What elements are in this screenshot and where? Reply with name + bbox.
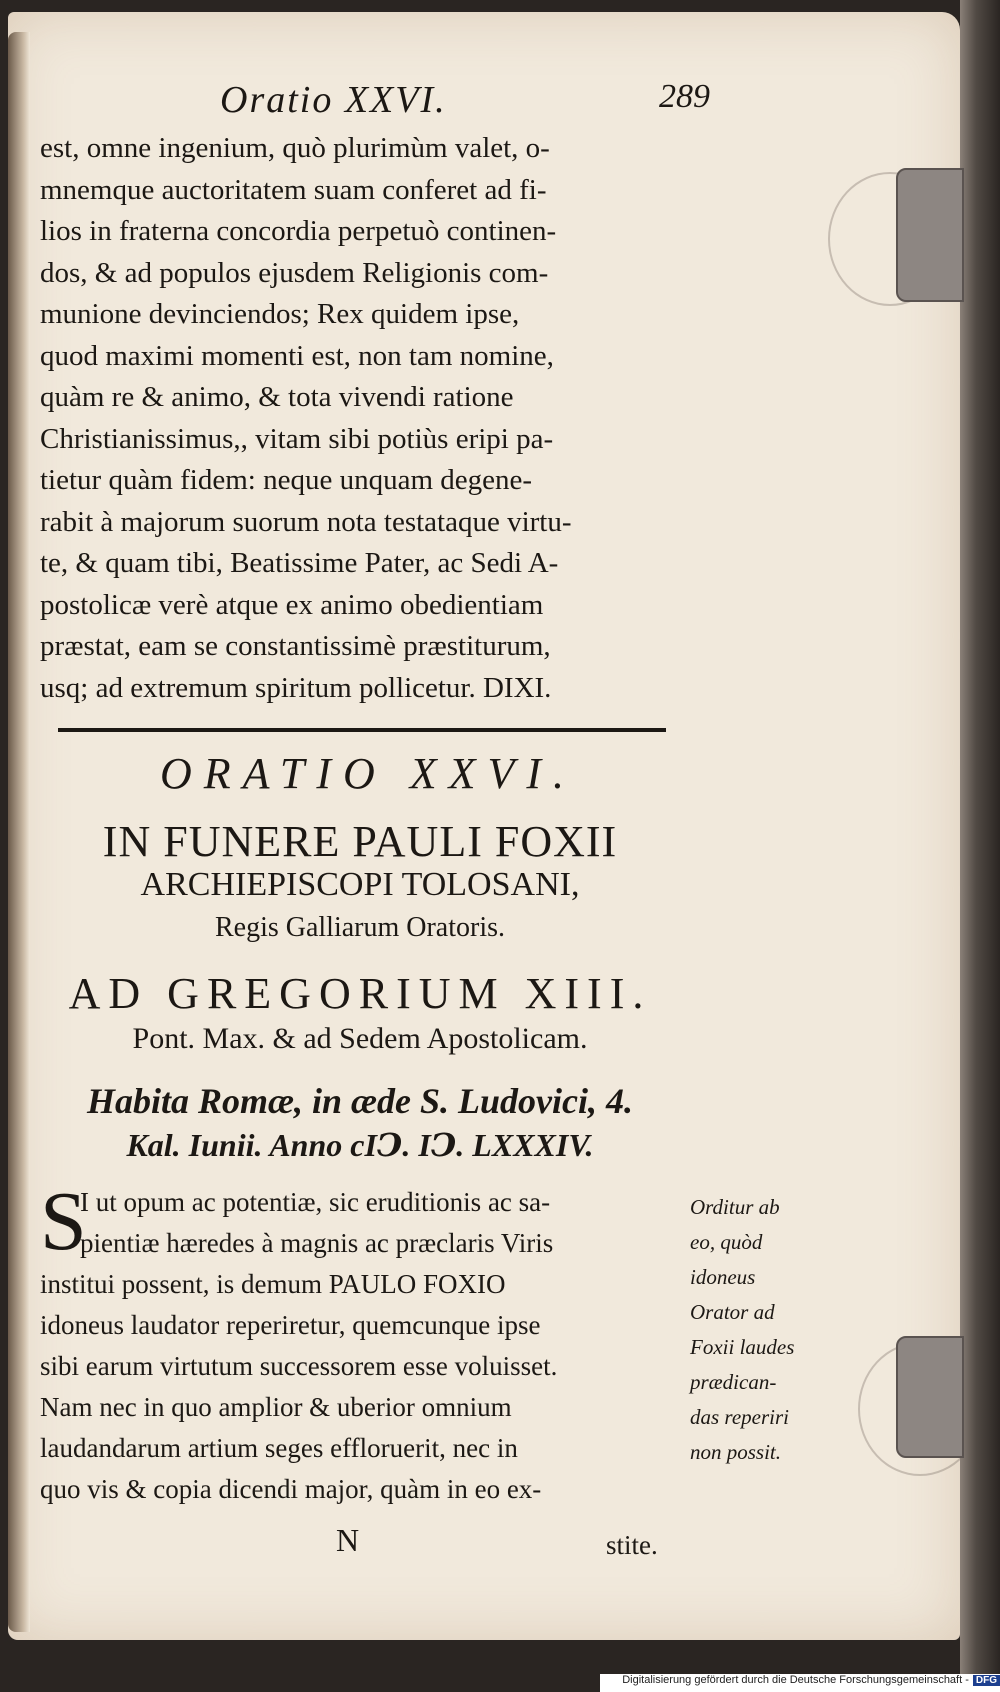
body-line: est, omne ingenium, quò plurimùm valet, o- — [40, 132, 550, 164]
paragraph-line: sibi earum virtutum successorem esse voluisset. — [40, 1351, 558, 1381]
margin-line: Foxii laudes — [690, 1335, 795, 1359]
body-line: dos, & ad populos ejusdem Religionis com- — [40, 256, 549, 289]
body-line: Christianissimus,, vitam sibi potiùs eripi pa- — [40, 422, 554, 455]
section-divider — [58, 728, 666, 732]
heading-line-7: Kal. Iunii. Anno cIↃ. IↃ. LXXXIV. — [126, 1127, 594, 1163]
page-edge — [960, 0, 1000, 1692]
body-line: usq; ad extremum spiritum pollicetur. DIXI. — [40, 671, 552, 704]
footer-credit: Digitalisierung gefördert durch die Deutsche Forschungsgemeinschaft - — [622, 1674, 969, 1686]
signature-mark: N — [336, 1522, 360, 1558]
body-line: postolicæ verè atque ex animo obedientiam — [40, 588, 544, 621]
digitization-footer — [600, 1674, 1000, 1692]
oration-title: ORATIO XXVI. — [159, 749, 577, 798]
heading-line-5: Pont. Max. & ad Sedem Apostolicam. — [132, 1022, 588, 1055]
margin-line: Orator ad — [690, 1300, 775, 1324]
drop-capital: S — [40, 1175, 87, 1268]
paragraph-line: institui possent, is demum PAULO FOXIO — [40, 1269, 506, 1299]
heading-line-3: Regis Galliarum Oratoris. — [214, 912, 506, 943]
body-line: tietur quàm fidem: neque unquam degene- — [40, 464, 533, 496]
body-line: mnemque auctoritatem suam conferet ad fi- — [40, 173, 547, 206]
body-line: præstat, eam se constantissimè præstiturum, — [40, 630, 551, 662]
paragraph-line: laudandarum artium seges effloruerit, nec in — [40, 1433, 518, 1463]
margin-line: das reperiri — [690, 1405, 789, 1429]
paragraph-line: I ut opum ac potentiæ, sic eruditionis ac sa- — [80, 1187, 551, 1217]
body-line: te, & quam tibi, Beatissime Pater, ac Sedi A- — [40, 547, 559, 579]
body-line: rabit à majorum suorum nota testataque virtu- — [40, 505, 572, 538]
paragraph-line: pientiæ hæredes à magnis ac præclaris Viris — [80, 1228, 554, 1258]
body-text — [40, 128, 680, 709]
heading-line-4: AD GREGORIUM XIII. — [68, 969, 652, 1018]
paragraph-line: Nam nec in quo amplior & uberior omnium — [40, 1392, 512, 1422]
heading-line-1: IN FUNERE PAULI FOXII — [102, 817, 618, 866]
page-clip-top — [896, 168, 964, 302]
page-clip-bottom — [896, 1336, 964, 1458]
running-header — [200, 78, 710, 128]
margin-line: Orditur ab — [690, 1195, 780, 1219]
body-line: munione devinciendos; Rex quidem ipse, — [40, 298, 520, 330]
opening-paragraph — [40, 1175, 680, 1510]
heading-line-2: ARCHIEPISCOPI TOLOSANI, — [140, 866, 580, 903]
margin-line: idoneus — [690, 1265, 756, 1289]
paragraph-line: idoneus laudator reperiretur, quemcunque ipse — [40, 1310, 541, 1340]
paragraph-line: quo vis & copia dicendi major, quàm in eo ex- — [40, 1474, 542, 1504]
catchword: stite. — [606, 1530, 658, 1560]
running-title: Oratio XXVI. — [220, 79, 447, 121]
page-number: 289 — [659, 78, 710, 115]
margin-line: non possit. — [690, 1440, 782, 1464]
binding-shadow — [8, 32, 30, 1632]
body-line: quod maximi momenti est, non tam nomine, — [40, 339, 554, 372]
dfg-logo: DFG — [973, 1675, 1000, 1686]
body-line: quàm re & animo, & tota vivendi ratione — [40, 381, 514, 413]
margin-line: prædican- — [690, 1370, 777, 1394]
body-line: lios in fraterna concordia perpetuò continen- — [40, 215, 557, 247]
heading-line-6: Habita Romæ, in æde S. Ludovici, 4. — [86, 1081, 633, 1121]
marginal-note — [690, 1190, 850, 1470]
margin-line: eo, quòd — [690, 1230, 763, 1254]
